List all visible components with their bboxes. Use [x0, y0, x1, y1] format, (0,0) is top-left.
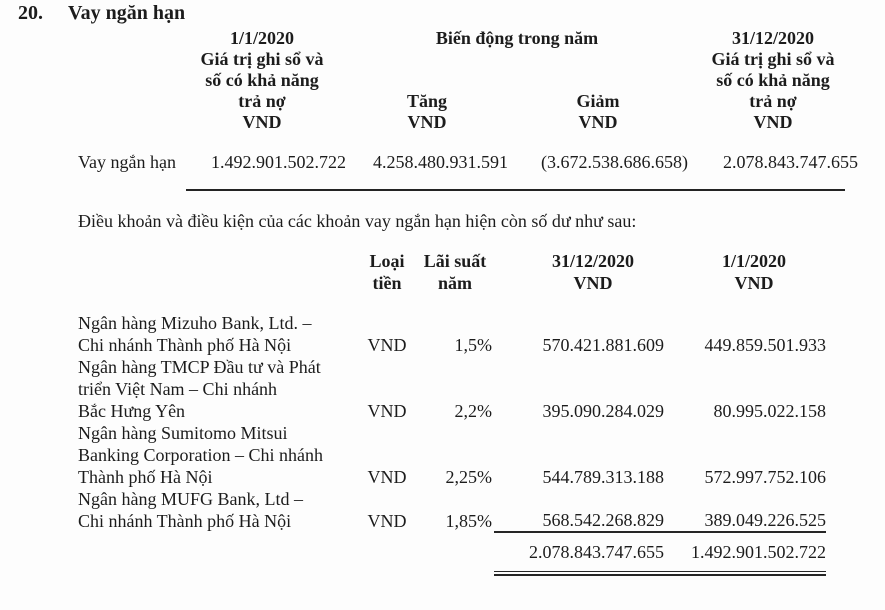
bank-name: Ngân hàng TMCP Đầu tư và Phát triển Việt Nam – Chi nhánh Bắc Hưng Yên: [78, 357, 321, 421]
opening-value: 80.995.022.158: [713, 401, 826, 421]
opening-col-date: 1/1/2020: [721, 251, 786, 271]
opening-header-line2: Giá trị ghi sổ và: [200, 49, 324, 69]
opening-unit: VND: [242, 112, 282, 132]
rate-value: 1,5%: [454, 335, 492, 355]
closing-unit: VND: [753, 112, 793, 132]
summary-table-bottom-rule: [186, 189, 845, 191]
decrease-unit: VND: [578, 112, 618, 132]
double-rule-cell: [664, 563, 826, 576]
movement-header: Biến động trong năm: [435, 28, 599, 48]
opening-header-line4: trả nợ: [238, 91, 286, 111]
rate-value: 2,25%: [445, 467, 492, 487]
opening-total: 1.492.901.502.722: [664, 532, 826, 563]
opening-col-header: [664, 250, 826, 294]
closing-value: 2.078.843.747.655: [723, 152, 859, 172]
spacer-cell: [358, 563, 416, 576]
closing-header-line2: Giá trị ghi sổ và: [711, 49, 835, 69]
closing-value: 544.789.313.188: [542, 467, 664, 487]
spacer-cell: [78, 91, 178, 112]
spacer-cell: [78, 70, 178, 91]
opening-header-line3: số có khả năng: [205, 70, 319, 90]
increase-value: 4.258.480.931.591: [373, 152, 508, 172]
bank-name: Ngân hàng Mizuho Bank, Ltd. – Chi nhánh Thành phố Hà Nội: [78, 313, 312, 355]
closing-col-header: [494, 250, 664, 294]
increase-unit: VND: [407, 112, 447, 132]
decrease-header: Giảm: [576, 91, 620, 111]
currency-value: VND: [367, 335, 407, 355]
closing-value: 395.090.284.029: [542, 401, 664, 421]
rate-header: [416, 250, 494, 294]
closing-header-line4: trả nợ: [749, 91, 797, 111]
currency-header-line2: tiền: [372, 273, 402, 293]
currency-header-line1: Loại: [369, 251, 405, 271]
closing-value: 568.542.268.829: [542, 510, 664, 530]
closing-col-date: 31/12/2020: [551, 251, 634, 271]
opening-value: 389.049.226.525: [704, 510, 826, 530]
section-title: Vay ngăn hạn: [68, 2, 186, 24]
table-row: [78, 356, 826, 422]
opening-value: 449.859.501.933: [704, 335, 826, 355]
double-rule: [664, 571, 826, 576]
opening-value: 1.492.901.502.722: [211, 152, 346, 172]
table-row: [78, 133, 858, 173]
rate-header-line2: năm: [437, 273, 472, 293]
bank-name: Ngân hàng MUFG Bank, Ltd – Chi nhánh Thành phố Hà Nội: [78, 489, 303, 531]
opening-date-header: 1/1/2020: [229, 28, 294, 48]
table-row: [78, 312, 826, 356]
opening-value: 572.997.752.106: [704, 467, 826, 487]
decrease-value: (3.672.538.686.658): [541, 152, 689, 172]
spacer-cell: [78, 294, 826, 312]
spacer-cell: [358, 532, 416, 563]
spacer-cell: [416, 532, 494, 563]
terms-intro-text: Điều khoản và điều kiện của các khoản vay ngắn hạn hiện còn số dư như sau:: [78, 211, 637, 231]
currency-value: VND: [367, 511, 407, 531]
table-row: [78, 422, 826, 488]
closing-total: 2.078.843.747.655: [494, 532, 664, 563]
closing-col-unit: VND: [573, 273, 613, 293]
spacer-cell: [78, 563, 358, 576]
double-rule: [494, 571, 664, 576]
double-rule-cell: [494, 563, 664, 576]
spacer-cell: [78, 28, 178, 49]
table-row: [78, 488, 826, 532]
summary-table: [78, 28, 858, 173]
closing-value: 570.421.881.609: [542, 335, 664, 355]
spacer-cell: [78, 532, 358, 563]
totals-row: [78, 532, 826, 563]
spacer-cell: [78, 250, 358, 294]
bank-name: Ngân hàng Sumitomo Mitsui Banking Corporation – Chi nhánh Thành phố Hà Nội: [78, 423, 323, 487]
row-label: Vay ngắn hạn: [78, 152, 176, 172]
opening-col-unit: VND: [734, 273, 774, 293]
rate-header-line1: Lãi suất: [423, 251, 487, 271]
currency-value: VND: [367, 401, 407, 421]
spacer-cell: [416, 563, 494, 576]
rate-value: 1,85%: [445, 511, 492, 531]
currency-value: VND: [367, 467, 407, 487]
spacer-cell: [508, 49, 688, 70]
spacer-cell: [78, 49, 178, 70]
spacer-cell: [78, 112, 178, 133]
closing-date-header: 31/12/2020: [732, 28, 815, 48]
spacer-cell: [346, 49, 508, 70]
loans-table: [78, 250, 826, 576]
section-number: 20.: [18, 2, 43, 24]
spacer-cell: [346, 70, 508, 91]
totals-underline-row: [78, 563, 826, 576]
closing-header-line3: số có khả năng: [716, 70, 830, 90]
currency-header: [358, 250, 416, 294]
rate-value: 2,2%: [454, 401, 492, 421]
increase-header: Tăng: [406, 91, 448, 111]
spacer-cell: [508, 70, 688, 91]
